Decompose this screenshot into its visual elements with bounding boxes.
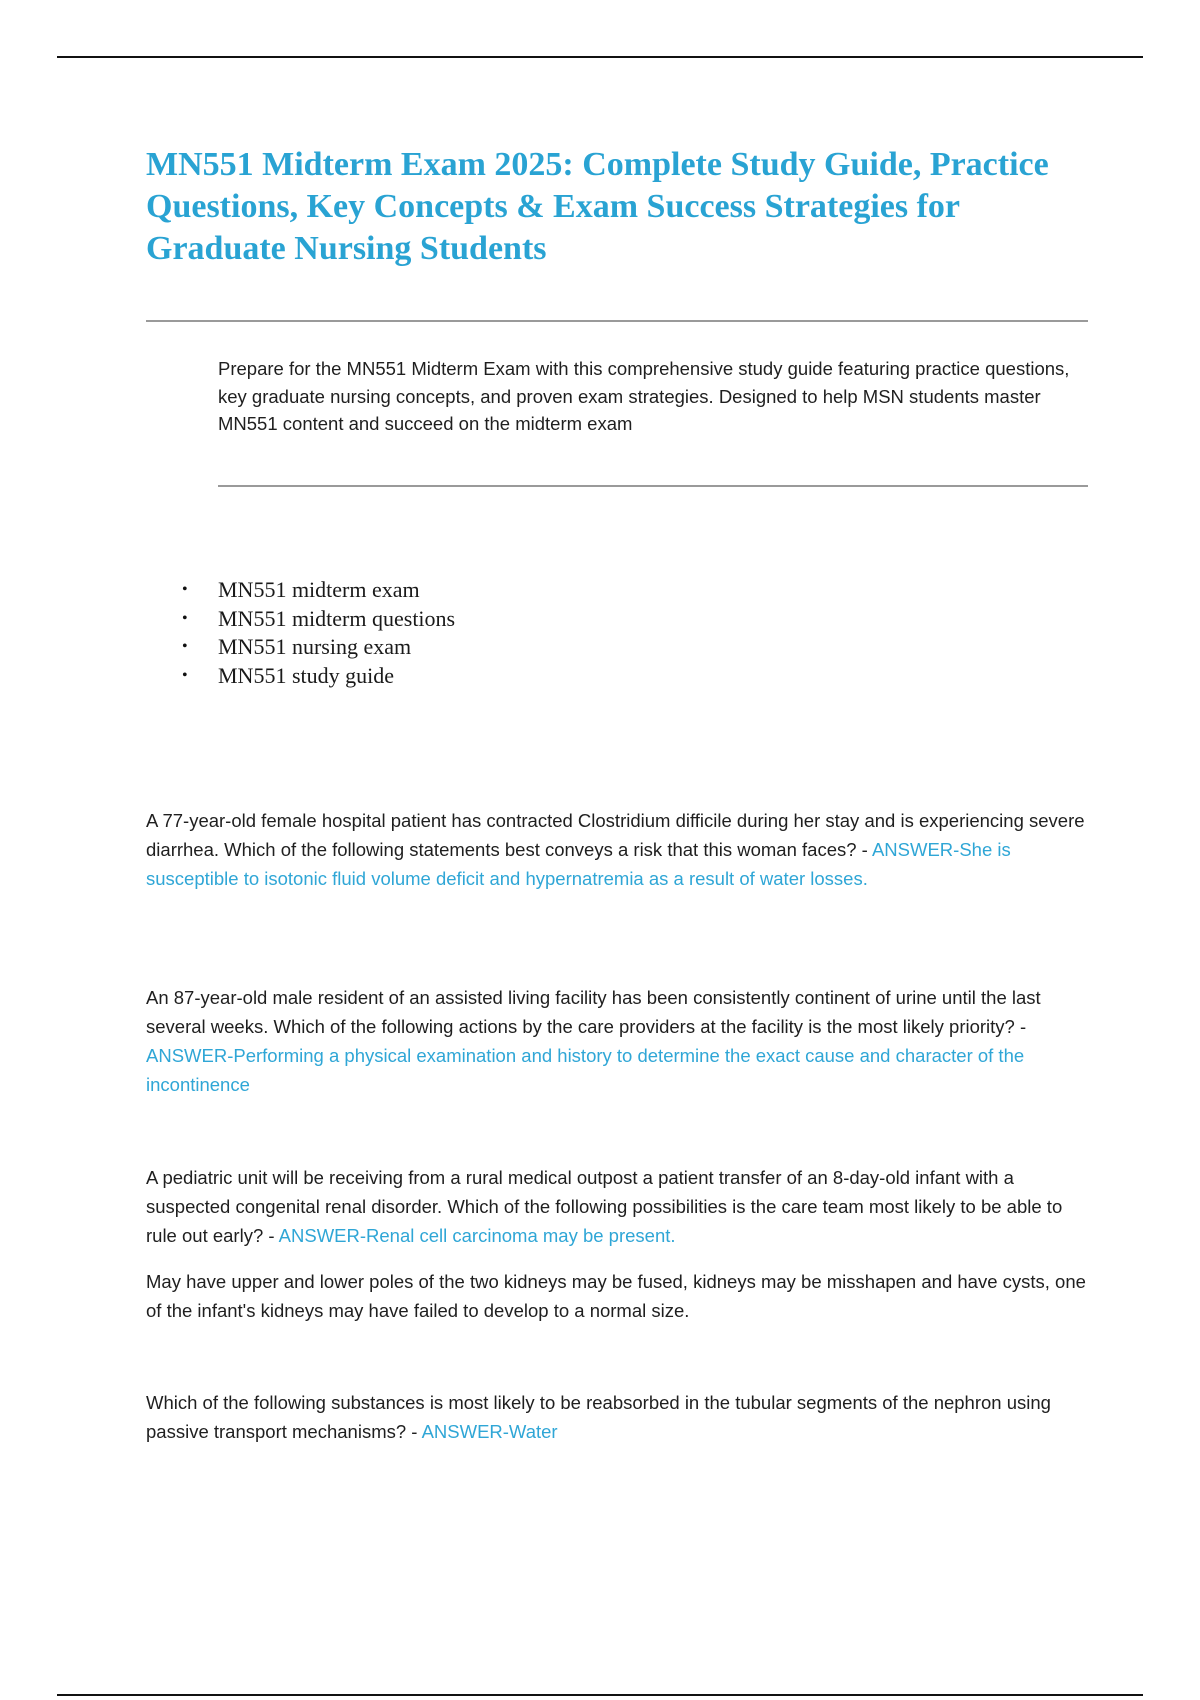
bullet-icon: • xyxy=(182,609,188,627)
keyword-text: MN551 midterm questions xyxy=(218,605,456,631)
answer-text: ANSWER-She is susceptible to isotonic fluid volume deficit and hypernatremia as a result of water losses. xyxy=(146,839,1011,889)
answer-explanation: May have upper and lower poles of the two kidneys may be fused, kidneys may be misshapen and have cysts, one of the infant's kidneys may have failed to develop to a normal size. xyxy=(146,1271,1086,1321)
divider-top xyxy=(146,320,1088,322)
answer-text: ANSWER-Renal cell carcinoma may be present. xyxy=(278,1225,676,1246)
bullet-icon: • xyxy=(182,638,188,655)
document-title: MN551 Midterm Exam 2025: Complete Study Guide, Practice Questions, Key Concepts & Exam Success Strategies for Graduate Nursing Students xyxy=(146,146,1049,267)
question-text: Which of the following substances is most likely to be reabsorbed in the tubular segments of the nephron using passive transport mechanisms? - xyxy=(146,1392,1051,1442)
answer-text: ANSWER-Water xyxy=(421,1421,558,1442)
keyword-text: MN551 nursing exam xyxy=(218,634,412,659)
keyword-item xyxy=(182,576,455,605)
question-block xyxy=(146,1163,1086,1250)
question-block xyxy=(146,806,1086,893)
question-text: An 87-year-old male resident of an assisted living facility has been consistently continent of urine until the last several weeks. Which of the following actions by the care providers at the facility is the most likely priority? - xyxy=(146,987,1041,1037)
keyword-item xyxy=(182,633,455,662)
question-text: A pediatric unit will be receiving from a rural medical outpost a patient transfer of an 8-day-old infant with a suspected congenital renal disorder. Which of the following possibilities is the care team most likely to be able to rule out early? - xyxy=(146,1167,1063,1246)
divider-bottom xyxy=(218,485,1088,487)
keyword-text: MN551 midterm exam xyxy=(218,577,420,602)
top-rule xyxy=(57,56,1143,58)
keyword-item xyxy=(182,662,455,691)
question-block xyxy=(146,1388,1086,1446)
bottom-rule xyxy=(57,1694,1143,1696)
keyword-list xyxy=(182,576,456,690)
keyword-text: MN551 study guide xyxy=(218,662,394,688)
bullet-icon: • xyxy=(182,581,188,598)
question-text: A 77-year-old female hospital patient has contracted Clostridium difficile during her stay and is experiencing severe diarrhea. Which of the following statements best conveys a risk that this woman faces? - xyxy=(146,810,1085,860)
bullet-icon: • xyxy=(182,666,188,684)
keyword-item xyxy=(182,605,456,634)
answer-text: ANSWER-Performing a physical examination and history to determine the exact cause and character of the incontinence xyxy=(146,1045,1025,1095)
question-block xyxy=(146,983,1086,1099)
intro-paragraph: Prepare for the MN551 Midterm Exam with this comprehensive study guide featuring practice questions, key graduate nursing concepts, and proven exam strategies. Designed to help MSN students master MN551 content and succeed on the midterm exam xyxy=(218,358,1070,434)
